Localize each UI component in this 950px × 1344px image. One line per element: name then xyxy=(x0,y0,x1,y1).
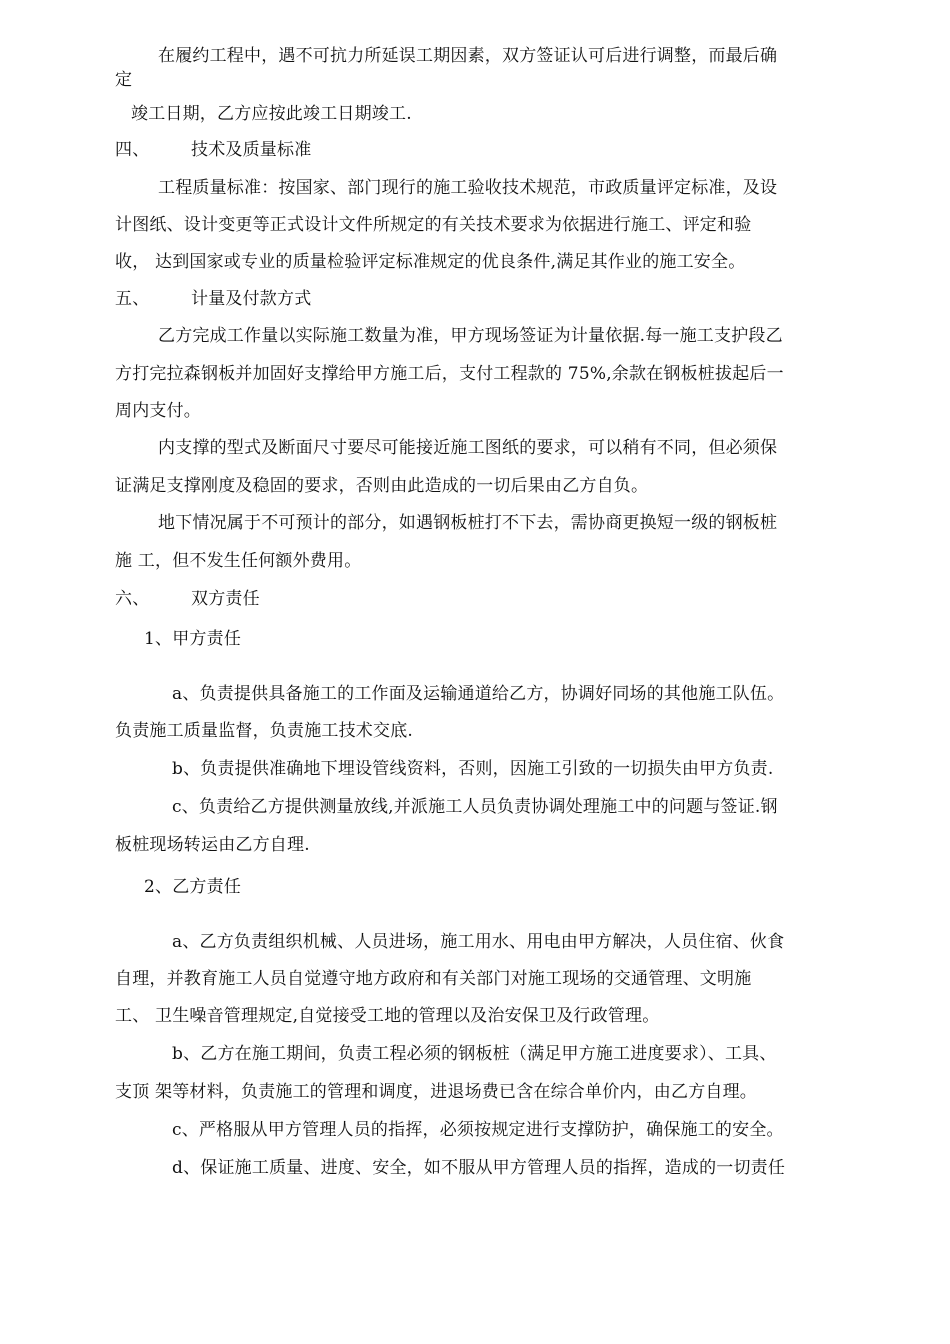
section-title: 技术及质量标准 xyxy=(191,140,312,160)
text-line: 计图纸、设计变更等正式设计文件所规定的有关技术要求为依据进行施工、评定和验 xyxy=(115,215,752,235)
section-heading xyxy=(115,139,311,161)
text-line: 证满足支撑刚度及稳固的要求，否则由此造成的一切后果由乙方自负。 xyxy=(115,476,649,496)
section-number: 六、 xyxy=(115,589,150,609)
text-line: 内支撑的型式及断面尺寸要尽可能接近施工图纸的要求，可以稍有不同，但必须保 xyxy=(158,438,778,458)
section-number: 四、 xyxy=(115,140,150,160)
text-line: a、负责提供具备施工的工作面及运输通道给乙方，协调好同场的其他施工队伍。 xyxy=(172,684,785,704)
text-line: 周内支付。 xyxy=(115,401,201,421)
text-line: 自理，并教育施工人员自觉遵守地方政府和有关部门对施工现场的交通管理、文明施 xyxy=(115,969,752,989)
text-line: 在履约工程中，遇不可抗力所延误工期因素，双方签证认可后进行调整，而最后确 xyxy=(158,46,778,66)
text-line: 地下情况属于不可预计的部分，如遇钢板桩打不下去，需协商更换短一级的钢板桩 xyxy=(158,513,778,533)
text-line: 方打完拉森钢板并加固好支撑给甲方施工后，支付工程款的 75%,余款在钢板桩拔起后一 xyxy=(115,364,784,384)
text-line: c、负责给乙方提供测量放线,并派施工人员负责协调处理施工中的问题与签证.钢 xyxy=(172,797,778,817)
section-title: 计量及付款方式 xyxy=(191,289,312,309)
section-number: 五、 xyxy=(115,289,150,309)
text-line: d、保证施工质量、进度、安全，如不服从甲方管理人员的指挥，造成的一切责任 xyxy=(172,1158,786,1178)
text-line: c、严格服从甲方管理人员的指挥，必须按规定进行支撑防护，确保施工的安全。 xyxy=(172,1120,784,1140)
section-heading xyxy=(115,588,260,610)
section-heading xyxy=(115,288,311,310)
text-line: 竣工日期，乙方应按此竣工日期竣工. xyxy=(131,104,412,124)
text-line: 板桩现场转运由乙方自理. xyxy=(115,835,310,855)
text-line: b、负责提供准确地下埋设管线资料，否则，因施工引致的一切损失由甲方负责. xyxy=(172,759,774,779)
text-line: 定 xyxy=(115,70,133,90)
text-line: 工程质量标准：按国家、部门现行的施工验收技术规范，市政质量评定标准，及设 xyxy=(158,178,778,198)
text-line: 负责施工质量监督，负责施工技术交底. xyxy=(115,721,414,741)
section-title: 双方责任 xyxy=(191,589,260,609)
text-line: b、乙方在施工期间，负责工程必须的钢板桩（满足甲方施工进度要求）、工具、 xyxy=(172,1044,777,1064)
subsection-title: 2、乙方责任 xyxy=(144,877,242,897)
text-line: 支顶 架等材料，负责施工的管理和调度，进退场费已含在综合单价内，由乙方自理。 xyxy=(115,1082,758,1102)
text-line: 施 工，但不发生任何额外费用。 xyxy=(115,551,362,571)
text-line: 乙方完成工作量以实际施工数量为准，甲方现场签证为计量依据.每一施工支护段乙 xyxy=(158,326,783,346)
subsection-title: 1、甲方责任 xyxy=(144,629,242,649)
text-line: 工、 卫生噪音管理规定,自觉接受工地的管理以及治安保卫及行政管理。 xyxy=(115,1006,660,1026)
text-line: a、乙方负责组织机械、人员进场，施工用水、用电由甲方解决，人员住宿、伙食 xyxy=(172,932,785,952)
text-line: 收， 达到国家或专业的质量检验评定标准规定的优良条件,满足其作业的施工安全。 xyxy=(115,252,746,272)
